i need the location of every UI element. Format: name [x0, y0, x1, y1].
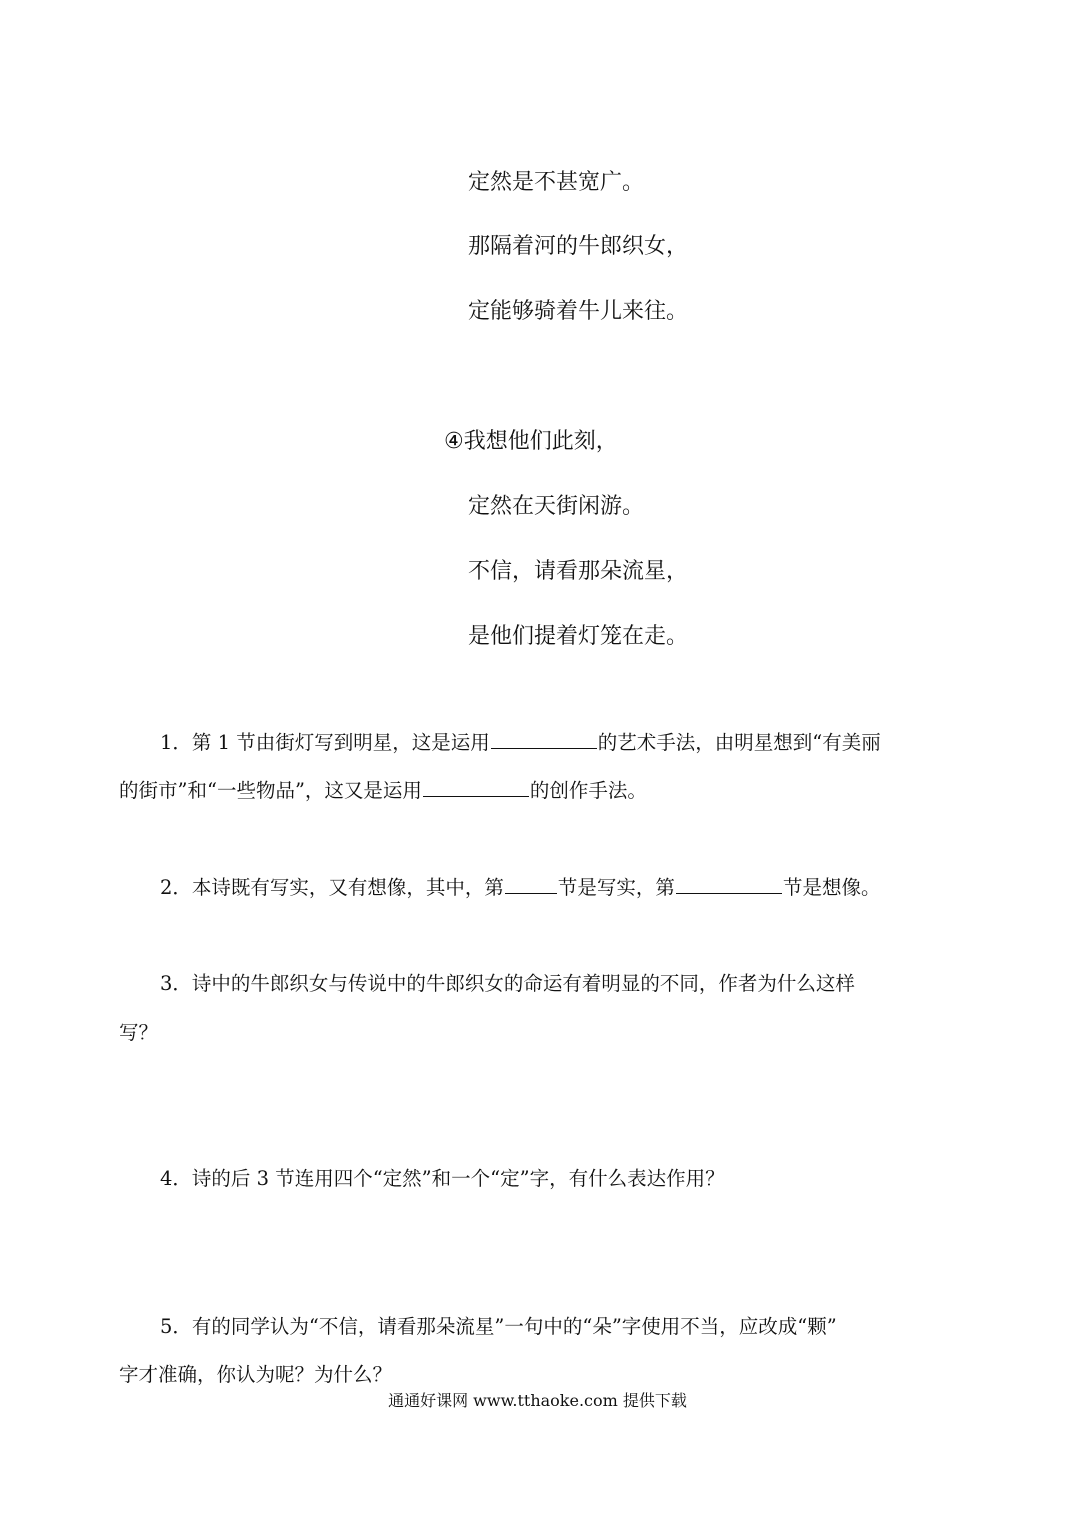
poem-line: 是他们提着灯笼在走。 — [468, 624, 689, 649]
question-text: 1．第 1 节由街灯写到明星，这是运用 — [160, 731, 490, 754]
question-1-line-2 — [119, 776, 647, 805]
answer-blank[interactable] — [676, 873, 782, 894]
question-text: 节是写实，第 — [557, 876, 675, 899]
question-3-line-2: 写？ — [119, 1021, 159, 1044]
poem-line: 定然在天街闲游。 — [468, 494, 645, 519]
question-1-line-1 — [160, 728, 881, 757]
poem-line: 定能够骑着牛儿来往。 — [468, 299, 689, 324]
question-text: 节是想像。 — [782, 876, 881, 899]
question-text: 的街市”和“一些物品”，这又是运用 — [119, 779, 422, 802]
poem-line: ④我想他们此刻， — [444, 429, 618, 454]
question-text: 2．本诗既有写实，又有想像，其中，第 — [160, 876, 504, 899]
poem-line: 定然是不甚宽广。 — [468, 170, 645, 195]
answer-blank[interactable] — [505, 873, 557, 894]
question-4: 4．诗的后 3 节连用四个“定然”和一个“定”字，有什么表达作用？ — [160, 1167, 725, 1190]
question-text: 的创作手法。 — [529, 779, 647, 802]
question-text: 的艺术手法，由明星想到“有美丽 — [597, 731, 881, 754]
answer-blank[interactable] — [491, 728, 597, 749]
question-5-line-2: 字才准确，你认为呢？为什么？ — [119, 1363, 393, 1386]
question-5-line-1: 5．有的同学认为“不信，请看那朵流星”一句中的“朵”字使用不当，应改成“颗” — [160, 1315, 837, 1338]
poem-line: 不信，请看那朵流星， — [468, 559, 689, 584]
question-3-line-1: 3．诗中的牛郎织女与传说中的牛郎织女的命运有着明显的不同，作者为什么这样 — [160, 972, 855, 995]
question-2 — [160, 873, 880, 902]
poem-line: 那隔着河的牛郎织女， — [468, 234, 689, 259]
footer-download-note: 通通好课网 www.tthaoke.com 提供下载 — [388, 1391, 687, 1410]
answer-blank[interactable] — [423, 776, 529, 797]
